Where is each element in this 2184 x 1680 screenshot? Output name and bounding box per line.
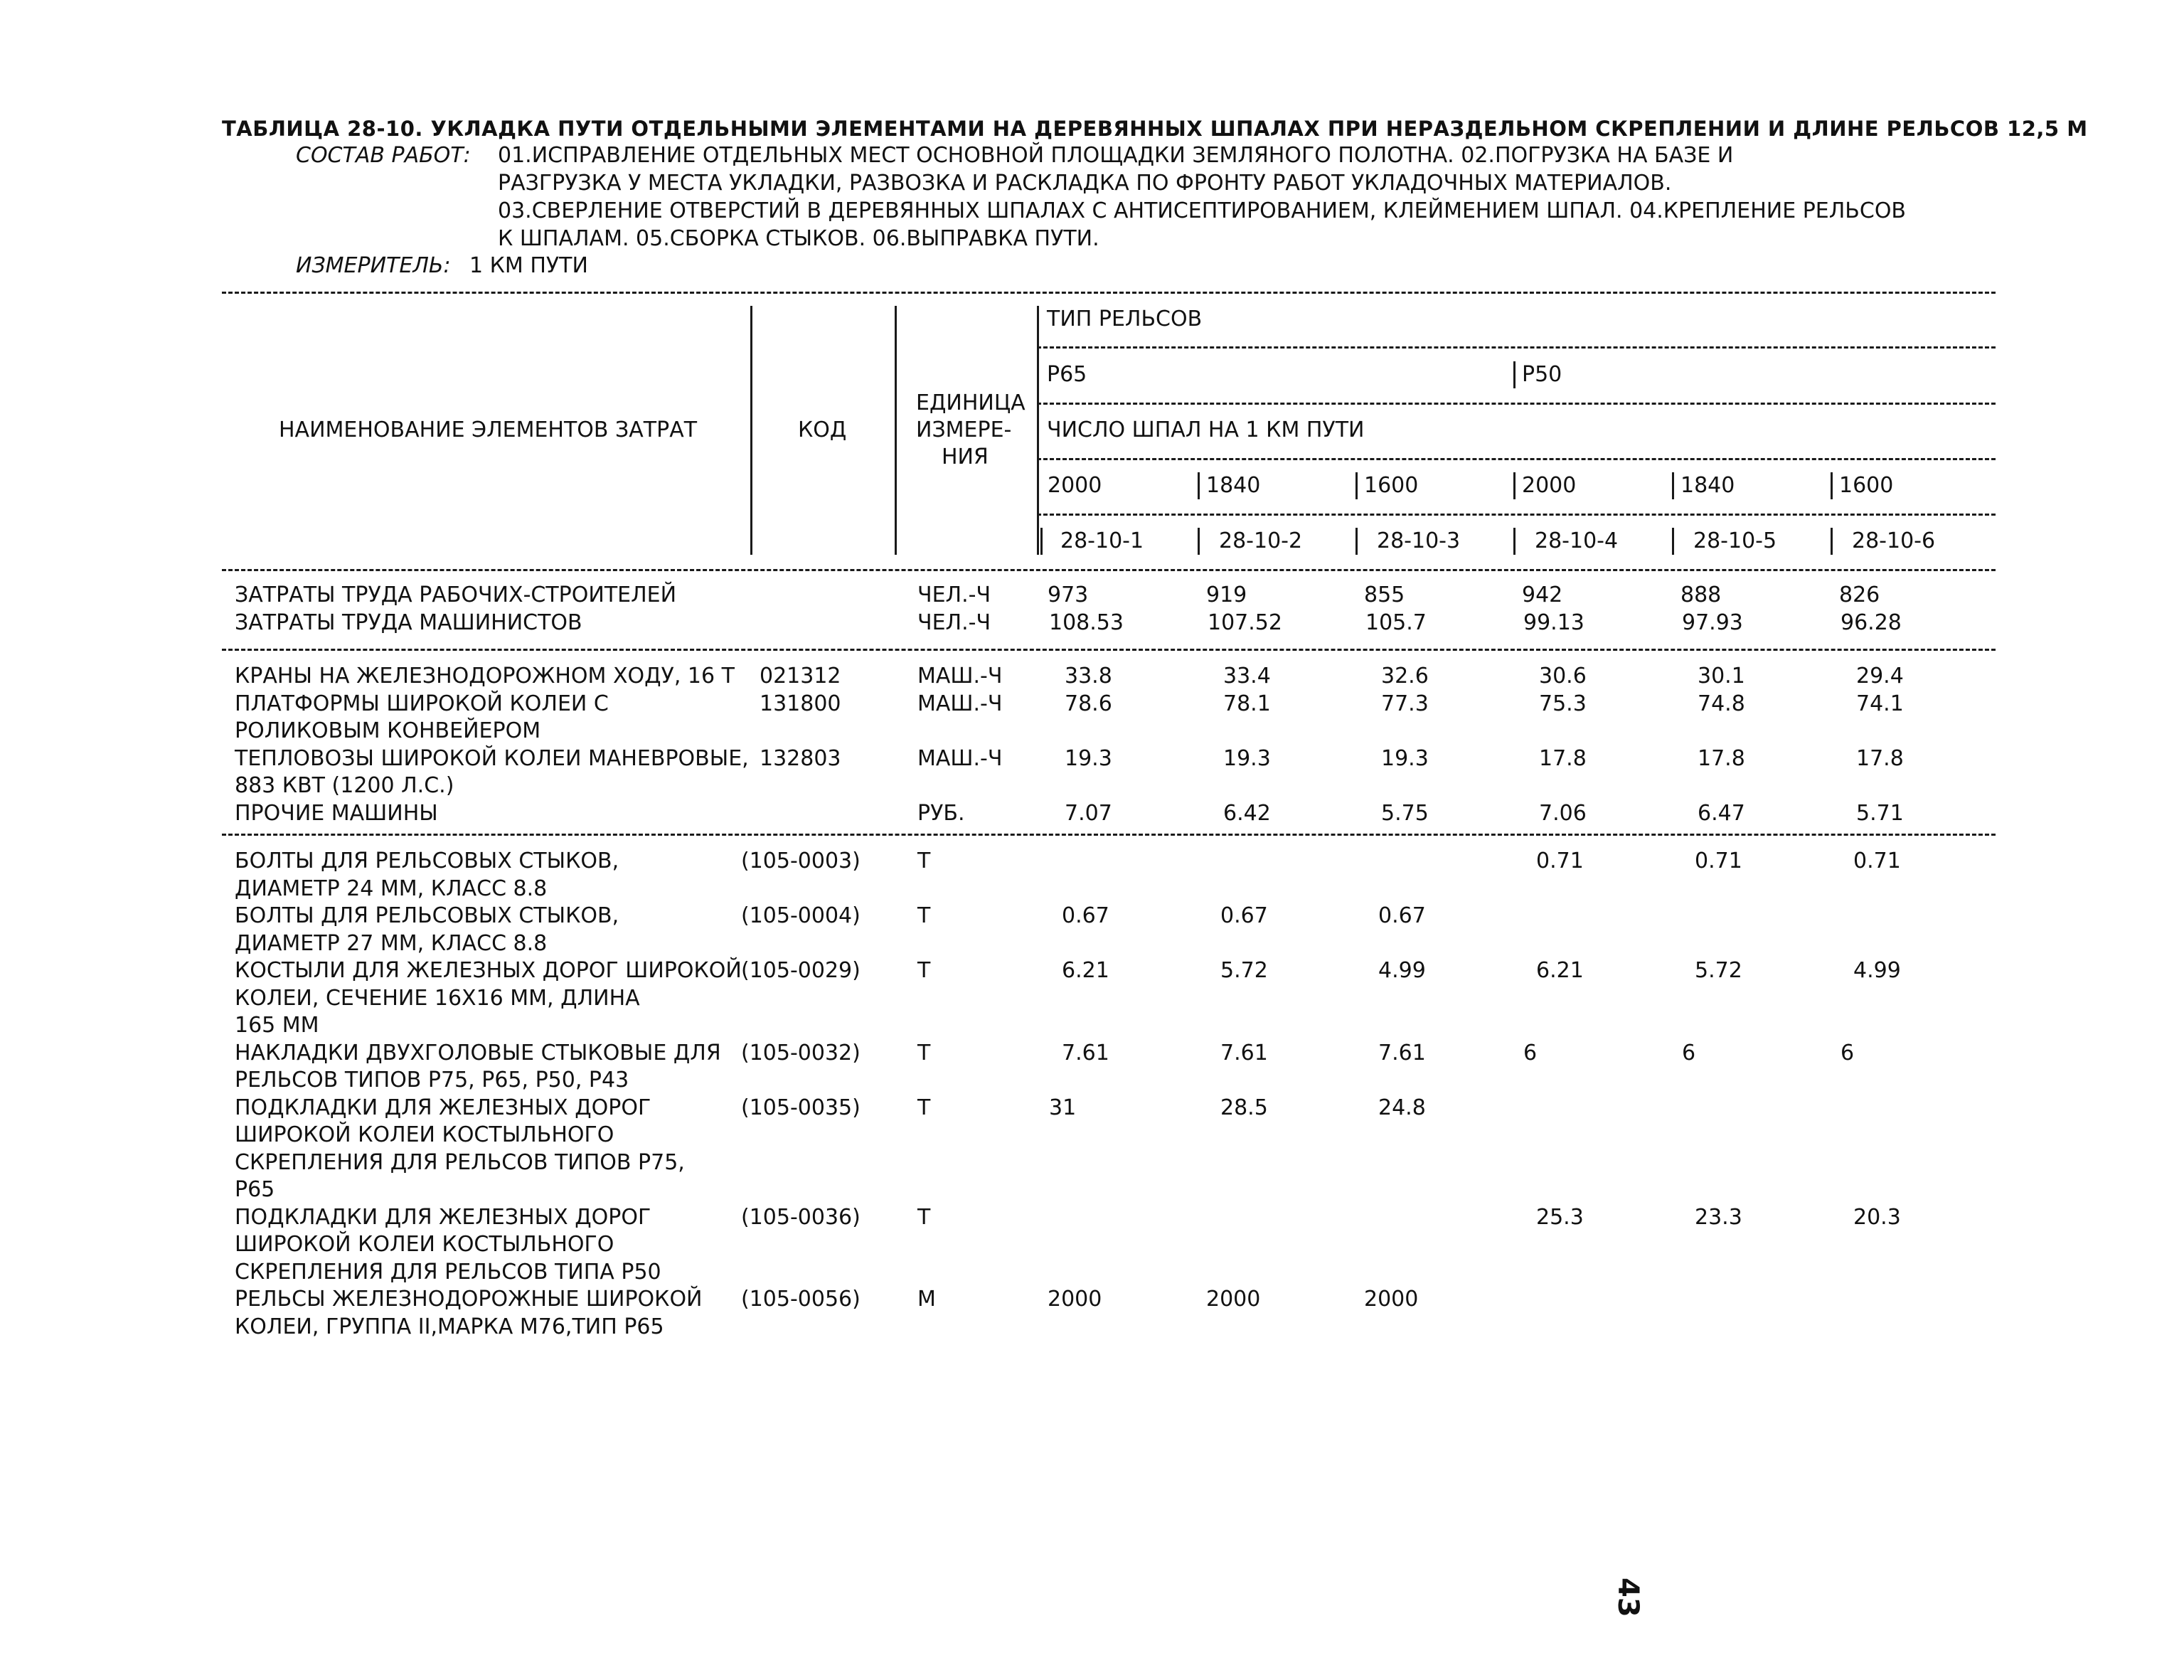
machine-row-value: 74.1 <box>1856 691 1904 716</box>
material-row-value: 4.99 <box>1378 958 1426 983</box>
header-name: НАИМЕНОВАНИЕ ЭЛЕМЕНТОВ ЗАТРАТ <box>279 418 698 442</box>
material-row-value: 2000 <box>1048 1287 1102 1312</box>
work-line-4: К ШПАЛАМ. 05.СБОРКА СТЫКОВ. 06.ВЫПРАВКА ПУТИ. <box>498 226 1099 251</box>
header-rule-1 <box>1037 346 1996 349</box>
labor-row-unit: ЧЕЛ.-Ч <box>917 583 991 607</box>
machine-row-unit: МАШ.-Ч <box>917 664 1003 689</box>
machine-row-name-cont: 883 КВТ (1200 Л.С.) <box>235 773 454 798</box>
header-unit-1: ЕДИНИЦА <box>916 390 1026 415</box>
labor-row-value: 826 <box>1839 583 1880 607</box>
header-rate-code: 28-10-5 <box>1693 528 1777 553</box>
column-rule-unit <box>1037 306 1039 555</box>
work-line-3: 03.СВЕРЛЕНИЕ ОТВЕРСТИЙ В ДЕРЕВЯННЫХ ШПАЛАХ С АНТИСЕПТИРОВАНИЕМ, КЛЕЙМЕНИЕМ ШПАЛ. 04.КРЕПЛЕНИЕ РЕЛЬСОВ <box>498 198 1907 223</box>
material-row-unit: Т <box>917 849 931 873</box>
labor-row-value: 107.52 <box>1208 610 1282 635</box>
material-row-value: 23.3 <box>1695 1204 1742 1230</box>
machine-row-value: 33.8 <box>1065 664 1112 689</box>
header-r50: Р50 <box>1522 362 1562 387</box>
material-row-code: (105-0029) <box>741 958 861 983</box>
material-row-name: ПОДКЛАДКИ ДЛЯ ЖЕЛЕЗНЫХ ДОРОГ <box>235 1095 651 1120</box>
material-row-name-cont: ШИРОКОЙ КОЛЕИ КОСТЫЛЬНОГО <box>235 1122 614 1147</box>
machine-row-value: 30.6 <box>1539 664 1587 689</box>
header-rail-type: ТИП РЕЛЬСОВ <box>1047 307 1203 331</box>
machine-row-value: 29.4 <box>1856 664 1904 689</box>
machine-row-value: 78.1 <box>1223 691 1271 716</box>
header-rule-3 <box>1037 458 1996 460</box>
machine-row-name: ПРОЧИЕ МАШИНЫ <box>235 800 438 826</box>
material-row-name: КОСТЫЛИ ДЛЯ ЖЕЛЕЗНЫХ ДОРОГ ШИРОКОЙ <box>235 958 742 983</box>
header-sleeper-count: 1600 <box>1364 473 1419 498</box>
work-line-2: РАЗГРУЗКА У МЕСТА УКЛАДКИ, РАЗВОЗКА И РАСКЛАДКА ПО ФРОНТУ РАБОТ УКЛАДОЧНЫХ МАТЕРИАЛОВ. <box>498 171 1672 196</box>
machine-row-value: 75.3 <box>1539 691 1587 716</box>
material-row-name: РЕЛЬСЫ ЖЕЛЕЗНОДОРОЖНЫЕ ШИРОКОЙ <box>235 1287 703 1312</box>
machine-row-value: 7.06 <box>1539 800 1587 826</box>
machine-row-code: 021312 <box>760 664 841 689</box>
material-row-name-cont: РЕЛЬСОВ ТИПОВ Р75, Р65, Р50, Р43 <box>235 1068 629 1092</box>
material-row-value: 0.67 <box>1220 903 1268 928</box>
labor-row-unit: ЧЕЛ.-Ч <box>917 610 991 635</box>
header-unit-3: НИЯ <box>942 445 989 469</box>
header-code: КОД <box>798 418 847 442</box>
material-row-value: 2000 <box>1364 1287 1419 1312</box>
column-rule-count <box>1831 472 1833 499</box>
material-row-name: НАКЛАДКИ ДВУХГОЛОВЫЕ СТЫКОВЫЕ ДЛЯ <box>235 1040 721 1065</box>
header-rate-code: 28-10-4 <box>1535 528 1619 553</box>
material-row-value: 25.3 <box>1536 1204 1584 1230</box>
machine-row-value: 74.8 <box>1698 691 1745 716</box>
header-sleepers: ЧИСЛО ШПАЛ НА 1 КМ ПУТИ <box>1047 418 1365 442</box>
material-row-unit: М <box>917 1287 936 1312</box>
material-row-name-cont: ШИРОКОЙ КОЛЕИ КОСТЫЛЬНОГО <box>235 1232 614 1257</box>
material-row-name-cont: СКРЕПЛЕНИЯ ДЛЯ РЕЛЬСОВ ТИПА Р50 <box>235 1259 661 1285</box>
column-rule-count <box>1355 472 1358 499</box>
machine-row-unit: МАШ.-Ч <box>917 745 1003 771</box>
header-sleeper-count: 1840 <box>1680 473 1735 498</box>
header-rate-code: 28-10-3 <box>1377 528 1461 553</box>
material-row-code: (105-0004) <box>741 903 861 928</box>
material-row-value: 28.5 <box>1220 1095 1268 1120</box>
machine-row-value: 30.1 <box>1698 664 1745 689</box>
page-number: 43 <box>1612 1578 1644 1617</box>
header-sleeper-count: 2000 <box>1048 473 1102 498</box>
material-row-name: БОЛТЫ ДЛЯ РЕЛЬСОВЫХ СТЫКОВ, <box>235 903 619 928</box>
material-row-name-cont: КОЛЕИ, ГРУППА II,МАРКА М76,ТИП Р65 <box>235 1314 664 1339</box>
material-row-value: 6.21 <box>1536 958 1584 983</box>
labor-row-value: 108.53 <box>1049 610 1124 635</box>
header-rate-code: 28-10-1 <box>1060 528 1144 553</box>
machine-row-value: 17.8 <box>1856 745 1904 771</box>
header-bottom-rule <box>222 569 1996 571</box>
labor-row-name: ЗАТРАТЫ ТРУДА РАБОЧИХ-СТРОИТЕЛЕЙ <box>235 583 677 607</box>
material-row-name-cont: Р65 <box>235 1177 275 1202</box>
work-label: СОСТАВ РАБОТ: <box>296 143 471 168</box>
material-row-unit: Т <box>917 903 931 928</box>
material-row-value: 0.71 <box>1695 849 1742 873</box>
column-rule-count <box>1672 472 1674 499</box>
header-rate-code: 28-10-6 <box>1852 528 1936 553</box>
machine-row-value: 19.3 <box>1065 745 1112 771</box>
material-row-value: 2000 <box>1206 1287 1261 1312</box>
material-row-value: 0.67 <box>1378 903 1426 928</box>
material-row-value: 6.21 <box>1062 958 1109 983</box>
material-row-value: 7.61 <box>1378 1040 1426 1065</box>
material-row-name-cont: ДИАМЕТР 24 ММ, КЛАСС 8.8 <box>235 876 548 901</box>
machine-row-value: 6.42 <box>1223 800 1271 826</box>
material-row-unit: Т <box>917 1095 931 1120</box>
machine-row-value: 7.07 <box>1065 800 1112 826</box>
material-row-name: ПОДКЛАДКИ ДЛЯ ЖЕЛЕЗНЫХ ДОРОГ <box>235 1204 651 1230</box>
material-row-value: 5.72 <box>1695 958 1742 983</box>
header-sleeper-count: 2000 <box>1522 473 1577 498</box>
machine-row-value: 19.3 <box>1223 745 1271 771</box>
machine-row-code: 132803 <box>760 745 841 771</box>
machine-row-value: 19.3 <box>1381 745 1429 771</box>
material-row-code: (105-0056) <box>741 1287 861 1312</box>
material-row-value: 7.61 <box>1220 1040 1268 1065</box>
header-unit-2: ИЗМЕРЕ- <box>916 418 1012 442</box>
material-row-value: 31 <box>1049 1095 1077 1120</box>
material-row-value: 4.99 <box>1853 958 1901 983</box>
material-row-name-cont: 165 ММ <box>235 1013 319 1038</box>
machine-row-unit: МАШ.-Ч <box>917 691 1003 716</box>
labor-row-value: 99.13 <box>1523 610 1584 635</box>
machine-row-value: 17.8 <box>1539 745 1587 771</box>
machine-row-name: КРАНЫ НА ЖЕЛЕЗНОДОРОЖНОМ ХОДУ, 16 Т <box>235 664 735 689</box>
machine-row-name: ПЛАТФОРМЫ ШИРОКОЙ КОЛЕИ С <box>235 691 609 716</box>
material-row-name-cont: КОЛЕИ, СЕЧЕНИЕ 16Х16 ММ, ДЛИНА <box>235 985 640 1011</box>
column-rule-code <box>895 306 897 555</box>
labor-row-value: 96.28 <box>1841 610 1902 635</box>
material-row-code: (105-0035) <box>741 1095 861 1120</box>
labor-row-value: 919 <box>1206 583 1247 607</box>
section-rule-2 <box>222 834 1996 836</box>
machine-row-value: 32.6 <box>1381 664 1429 689</box>
column-rule-code-cell <box>1672 528 1674 555</box>
column-rule-code-cell <box>1355 528 1358 555</box>
material-row-name-cont: СКРЕПЛЕНИЯ ДЛЯ РЕЛЬСОВ ТИПОВ Р75, <box>235 1149 685 1175</box>
material-row-value: 24.8 <box>1378 1095 1426 1120</box>
labor-row-name: ЗАТРАТЫ ТРУДА МАШИНИСТОВ <box>235 610 582 635</box>
machine-row-value: 6.47 <box>1698 800 1745 826</box>
material-row-value: 0.71 <box>1536 849 1584 873</box>
material-row-code: (105-0032) <box>741 1040 861 1065</box>
machine-row-code: 131800 <box>760 691 841 716</box>
machine-row-value: 77.3 <box>1381 691 1429 716</box>
column-rule-code-cell <box>1513 528 1516 555</box>
machine-row-value: 78.6 <box>1065 691 1112 716</box>
labor-row-value: 973 <box>1048 583 1089 607</box>
material-row-value: 6 <box>1523 1040 1538 1065</box>
section-rule-1 <box>222 649 1996 651</box>
labor-row-value: 105.7 <box>1365 610 1427 635</box>
column-rule-name <box>750 306 752 555</box>
machine-row-name-cont: РОЛИКОВЫМ КОНВЕЙЕРОМ <box>235 718 541 743</box>
column-rule-code-cell <box>1040 528 1043 555</box>
header-top-rule <box>222 292 1996 294</box>
material-row-code: (105-0036) <box>741 1204 861 1230</box>
table-title: ТАБЛИЦА 28-10. УКЛАДКА ПУТИ ОТДЕЛЬНЫМИ ЭЛЕМЕНТАМИ НА ДЕРЕВЯННЫХ ШПАЛАХ ПРИ НЕРАЗДЕЛЬНОМ СКРЕПЛЕНИИ И ДЛИНЕ РЕЛЬСОВ 12,5 М <box>222 117 2088 141</box>
material-row-value: 20.3 <box>1853 1204 1901 1230</box>
material-row-value: 6 <box>1841 1040 1855 1065</box>
header-sleeper-count: 1600 <box>1839 473 1894 498</box>
machine-row-value: 5.71 <box>1856 800 1904 826</box>
material-row-value: 0.67 <box>1062 903 1109 928</box>
machine-row-value: 5.75 <box>1381 800 1429 826</box>
labor-row-value: 888 <box>1680 583 1722 607</box>
labor-row-value: 942 <box>1522 583 1563 607</box>
machine-row-value: 17.8 <box>1698 745 1745 771</box>
column-rule-count <box>1198 472 1200 499</box>
labor-row-value: 855 <box>1364 583 1405 607</box>
column-rule-count <box>1513 472 1516 499</box>
labor-row-value: 97.93 <box>1682 610 1743 635</box>
machine-row-name: ТЕПЛОВОЗЫ ШИРОКОЙ КОЛЕИ МАНЕВРОВЫЕ, <box>235 745 749 771</box>
header-sleeper-count: 1840 <box>1206 473 1261 498</box>
column-rule-code-cell <box>1831 528 1833 555</box>
material-row-name-cont: ДИАМЕТР 27 ММ, КЛАСС 8.8 <box>235 930 548 956</box>
column-rule-code-cell <box>1198 528 1200 555</box>
machine-row-value: 33.4 <box>1223 664 1271 689</box>
column-rule-r50 <box>1513 361 1516 388</box>
material-row-unit: Т <box>917 958 931 983</box>
material-row-value: 7.61 <box>1062 1040 1109 1065</box>
meter-label: ИЗМЕРИТЕЛЬ: <box>296 253 451 278</box>
material-row-unit: Т <box>917 1040 931 1065</box>
material-row-name: БОЛТЫ ДЛЯ РЕЛЬСОВЫХ СТЫКОВ, <box>235 849 619 873</box>
header-rate-code: 28-10-2 <box>1219 528 1303 553</box>
material-row-code: (105-0003) <box>741 849 861 873</box>
header-r65: Р65 <box>1047 362 1087 387</box>
header-rule-4 <box>1037 514 1996 516</box>
material-row-unit: Т <box>917 1204 931 1230</box>
machine-row-unit: РУБ. <box>917 800 965 826</box>
material-row-value: 6 <box>1682 1040 1696 1065</box>
work-line-1: 01.ИСПРАВЛЕНИЕ ОТДЕЛЬНЫХ МЕСТ ОСНОВНОЙ ПЛОЩАДКИ ЗЕМЛЯНОГО ПОЛОТНА. 02.ПОГРУЗКА НА БАЗЕ И <box>498 143 1734 168</box>
material-row-value: 5.72 <box>1220 958 1268 983</box>
meter-value: 1 КМ ПУТИ <box>469 253 588 278</box>
header-rule-2 <box>1037 403 1996 405</box>
material-row-value: 0.71 <box>1853 849 1901 873</box>
